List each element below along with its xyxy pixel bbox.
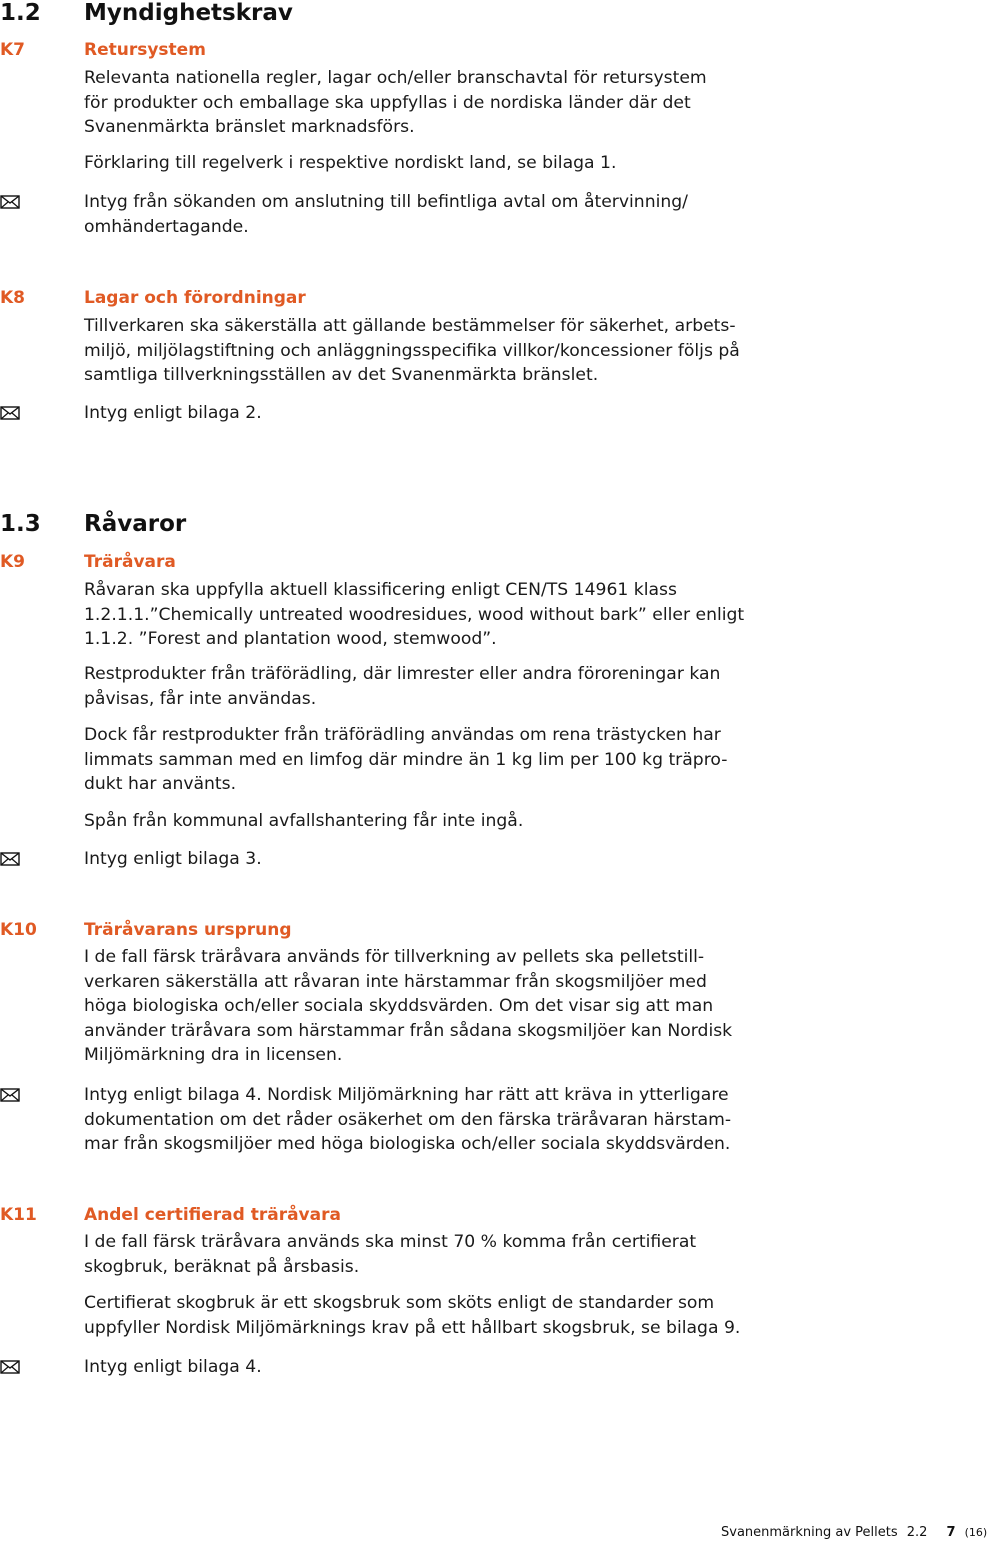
requirement-code-k8: K8 xyxy=(0,288,26,308)
footer-page-total: (16) xyxy=(964,1526,987,1539)
requirement-k11-documentation: Intyg enligt bilaga 4. xyxy=(84,1357,262,1377)
requirement-k11-text-2: Certifierat skogbruk är ett skogsbruk som sköts enligt de standarder som uppfyller Nordisk Miljömärknings krav på ett hållbart skogsbruk, se bilaga 9. xyxy=(84,1293,741,1338)
requirement-k8-text-1: Tillverkaren ska säkerställa att gällande bestämmelser för säkerhet, arbets- miljö, miljölagstiftning och anläggningsspecifika villkor/koncessioner följs på samtliga tillverkningsställen av det Svanenmärkta bränslet. xyxy=(84,316,740,385)
requirement-k10-documentation: Intyg enligt bilaga 4. Nordisk Miljömärkning har rätt att kräva in ytterligare dokumentation om det råder osäkerhet om den färska träråvaran härstam- mar från skogsmiljöer med höga biologiska och/eller sociala skyddsvärden. xyxy=(84,1085,732,1154)
envelope-icon xyxy=(0,1360,20,1374)
requirement-k9-text-2: Restprodukter från träförädling, där limrester eller andra föroreningar kan påvisas, får inte användas. xyxy=(84,664,721,709)
requirement-k11-text-1: I de fall färsk träråvara används ska minst 70 % komma från certifierat skogbruk, beräknat på årsbasis. xyxy=(84,1232,697,1277)
envelope-icon xyxy=(0,1088,20,1102)
page-footer xyxy=(721,1521,987,1540)
requirement-k10-text-1: I de fall färsk träråvara används för tillverkning av pellets ska pelletstill- verkaren säkerställa att råvaran inte härstammar från skogsmiljöer med höga biologiska och/eller sociala skyddsvärden. Om det visar sig att man använder träråvara som härstammar från sådana skogsmiljöer kan Nordisk Miljömärkning dra in licensen. xyxy=(84,947,733,1065)
requirement-k7-text-2: Förklaring till regelverk i respektive nordiskt land, se bilaga 1. xyxy=(84,153,617,173)
envelope-icon xyxy=(0,852,20,866)
section-title: Råvaror xyxy=(84,511,187,537)
section-number: 1.2 xyxy=(0,0,41,26)
requirement-k9-text-4: Spån från kommunal avfallshantering får inte ingå. xyxy=(84,811,524,831)
requirement-code-k10: K10 xyxy=(0,920,37,940)
footer-doc-title: Svanenmärkning av Pellets xyxy=(721,1525,898,1540)
requirement-code-k9: K9 xyxy=(0,552,26,572)
section-title: Myndighetskrav xyxy=(84,0,293,26)
requirement-code-k11: K11 xyxy=(0,1205,37,1225)
footer-page-number: 7 xyxy=(946,1525,956,1540)
requirement-k9-text-3: Dock får restprodukter från träförädling användas om rena trästycken har limmats samman med en limfog där mindre än 1 kg lim per 100 kg träpro- dukt har använts. xyxy=(84,725,728,794)
requirement-title-k10: Träråvarans ursprung xyxy=(84,920,292,940)
requirement-k8-documentation: Intyg enligt bilaga 2. xyxy=(84,403,262,423)
footer-version: 2.2 xyxy=(906,1525,928,1540)
section-number: 1.3 xyxy=(0,511,41,537)
requirement-code-k7: K7 xyxy=(0,40,26,60)
requirement-k9-text-1: Råvaran ska uppfylla aktuell klassificering enligt CEN/TS 14961 klass 1.2.1.1.”Chemically untreated woodresidues, wood without bark” eller enligt 1.1.2. ”Forest and plantation wood, stemwood”. xyxy=(84,580,745,649)
envelope-icon xyxy=(0,195,20,209)
requirement-k7-documentation: Intyg från sökanden om anslutning till befintliga avtal om återvinning/ omhändertagande. xyxy=(84,192,688,237)
requirement-title-k8: Lagar och förordningar xyxy=(84,288,306,308)
requirement-k7-text-1: Relevanta nationella regler, lagar och/eller branschavtal för retursystem för produkter och emballage ska uppfyllas i de nordiska länder där det Svanenmärkta bränslet marknadsförs. xyxy=(84,68,707,137)
requirement-title-k11: Andel certifierad träråvara xyxy=(84,1205,341,1225)
envelope-icon xyxy=(0,406,20,420)
requirement-title-k7: Retursystem xyxy=(84,40,206,60)
requirement-title-k9: Träråvara xyxy=(84,552,176,572)
requirement-k9-documentation: Intyg enligt bilaga 3. xyxy=(84,849,262,869)
